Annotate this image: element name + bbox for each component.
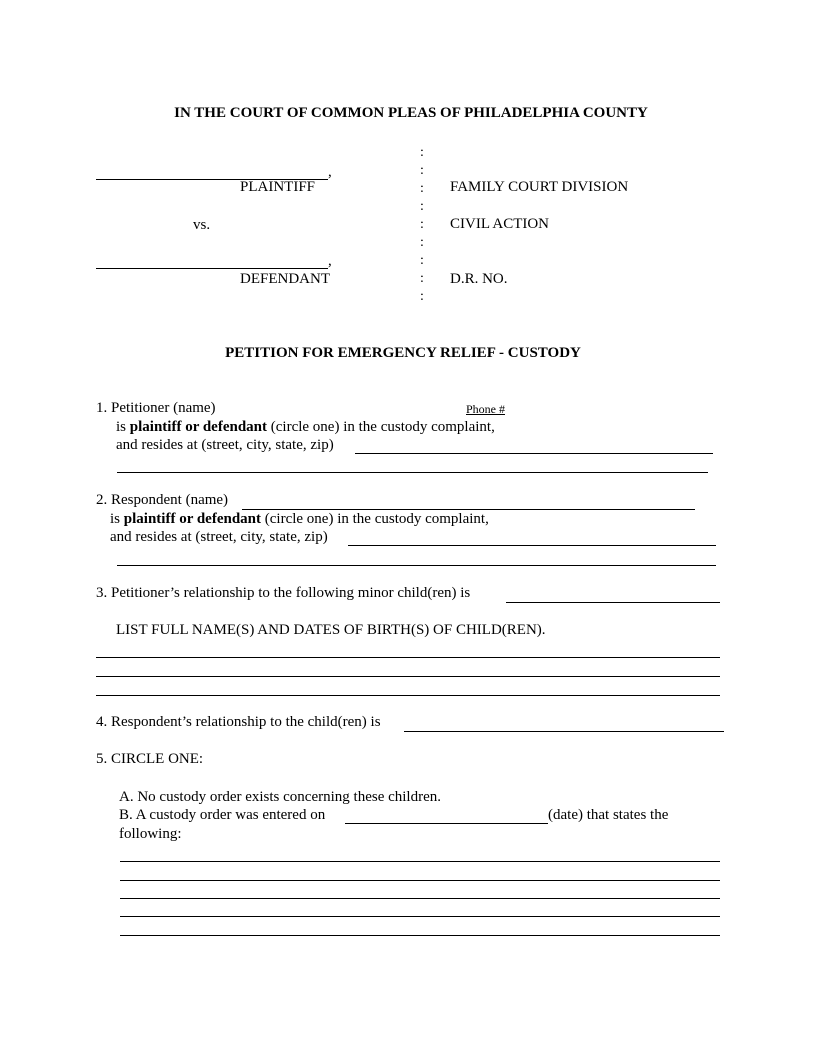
defendant-label: DEFENDANT [240,271,330,287]
item3-relationship-label: 3. Petitioner’s relationship to the following minor child(ren) is [96,585,471,601]
children-line[interactable] [96,695,720,696]
item1-party-line [116,419,495,436]
item2-address-line[interactable] [348,545,716,546]
item1-address-label: and resides at (street, city, state, zip) [116,437,334,453]
caption-colon: : [420,199,424,214]
defendant-name-line[interactable] [96,268,328,269]
item2-plaintiff-or-defendant[interactable]: plaintiff or defendant [123,511,261,527]
order-terms-line[interactable] [120,880,720,881]
children-line[interactable] [96,657,720,658]
civil-action: CIVIL ACTION [450,216,550,232]
option-b-following: following: [119,826,182,842]
caption-colon: : [420,289,424,304]
caption-colon: : [420,271,424,286]
order-terms-line[interactable] [120,861,720,862]
order-terms-line[interactable] [120,898,720,899]
caption-colon: : [420,253,424,268]
item1-petitioner-label: 1. Petitioner (name) [96,400,216,416]
item1-address-line-2[interactable] [117,472,708,473]
item5-circle-one-label: 5. CIRCLE ONE: [96,751,204,767]
option-b-suffix: (date) that states the [548,807,669,823]
family-court-division: FAMILY COURT DIVISION [450,179,629,195]
item1-address-line[interactable] [355,453,713,454]
item2-party-prefix: is [110,511,124,527]
option-b-order-entered[interactable]: B. A custody order was entered on [119,807,326,823]
caption-colon: : [420,163,424,178]
item2-party-line [110,511,489,528]
plaintiff-label: PLAINTIFF [240,179,316,195]
item1-plaintiff-or-defendant[interactable]: plaintiff or defendant [129,419,267,435]
order-terms-line[interactable] [120,916,720,917]
plaintiff-comma: , [328,164,332,180]
caption-colon: : [420,145,424,160]
caption-colon: : [420,181,424,196]
defendant-comma: , [328,253,332,269]
item2-address-label: and resides at (street, city, state, zip) [110,529,328,545]
order-terms-line[interactable] [120,935,720,936]
item2-party-suffix: (circle one) in the custody complaint, [261,511,489,527]
order-date-line[interactable] [345,823,548,824]
item1-party-suffix: (circle one) in the custody complaint, [267,419,495,435]
item3-relationship-line[interactable] [506,602,720,603]
item2-name-line[interactable] [242,509,695,510]
court-title: IN THE COURT OF COMMON PLEAS OF PHILADELPHIA COUNTY [174,105,648,121]
petition-title: PETITION FOR EMERGENCY RELIEF - CUSTODY [225,345,581,361]
phone-label: Phone # [466,402,505,416]
item4-relationship-label: 4. Respondent’s relationship to the child(ren) is [96,714,381,730]
children-line[interactable] [96,676,720,677]
option-a-no-order[interactable]: A. No custody order exists concerning these children. [119,789,441,805]
vs-label: vs. [193,217,211,233]
caption-colon: : [420,235,424,250]
item4-relationship-line[interactable] [404,731,724,732]
dr-number-label: D.R. NO. [450,271,508,287]
item2-address-line-2[interactable] [117,565,716,566]
item3-list-instruction: LIST FULL NAME(S) AND DATES OF BIRTH(S) OF CHILD(REN). [116,622,546,638]
item1-party-prefix: is [116,419,130,435]
caption-colon: : [420,217,424,232]
item2-respondent-label: 2. Respondent (name) [96,492,229,508]
